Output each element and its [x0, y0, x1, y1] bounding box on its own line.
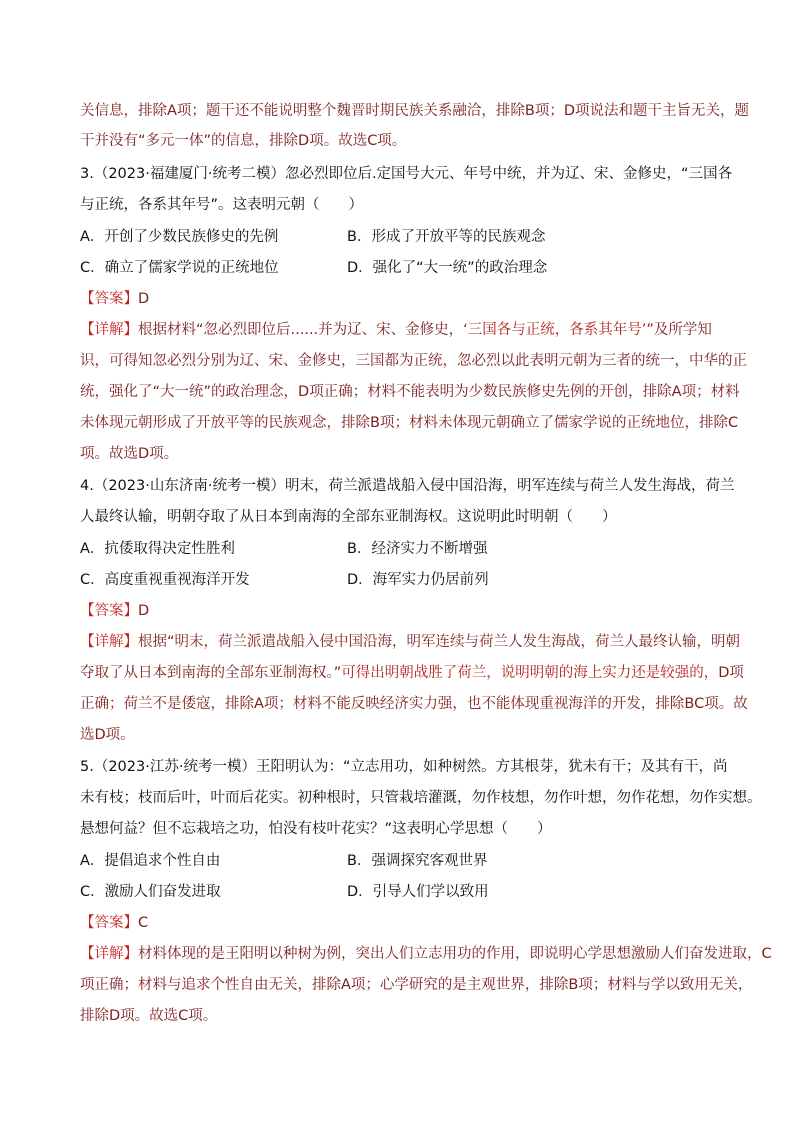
detail-label: 【详解】: [80, 634, 138, 650]
answer-value: D: [138, 603, 150, 619]
q3-stem-line-2: 与正统，各系其年号”。这表明元朝（ ）: [80, 197, 364, 213]
prev-explanation-line-2: 干并没有“多元一体”的信息，排除D项。故选C项。: [80, 133, 407, 149]
answer-label: 【答案】: [80, 915, 138, 931]
q4-answer: [80, 601, 149, 621]
q4-option-a: A．抗倭取得决定性胜利: [80, 541, 235, 557]
q4-option-c: C．高度重视重视海洋开发: [80, 572, 250, 588]
detail-text: 夺取了从日本到南海的全部东亚制海权。”: [80, 665, 342, 681]
q5-option-b: B．强调探究客观世界: [347, 853, 488, 869]
answer-label: 【答案】: [80, 603, 138, 619]
detail-text: 及所学知: [653, 322, 712, 338]
detail-text: 根据材料“忽必烈即位后......并为辽、宋、金修史，: [138, 322, 464, 338]
q4-detail-line-1: [80, 632, 740, 652]
quoted-highlight: ‘三国各与正统，各系其年号’”: [463, 322, 654, 338]
q4-detail-line-3: 正确；荷兰不是倭寇，排除A项；材料不能反映经济实力强，也不能体现重视海洋的开发，排除BC项。故: [80, 696, 748, 712]
q3-detail-line-1: [80, 320, 712, 340]
q3-option-c: C．确立了儒家学说的正统地位: [80, 260, 279, 276]
q3-stem-line-1: 3.（2023·福建厦门·统考二模）忽必烈即位后.定国号大元、年号中统，并为辽、宋、金修史，“三国各: [80, 166, 733, 182]
q5-stem-line-2: 未有枝；枝而后叶，叶而后花实。初种根时，只管栽培灌溉，勿作枝想，勿作叶想，勿作花想，勿作实想。: [80, 790, 762, 806]
detail-label: 【详解】: [80, 946, 138, 962]
answer-label: 【答案】: [80, 291, 138, 307]
q3-option-b: B．形成了开放平等的民族观念: [347, 229, 546, 245]
q5-detail-line-2: 项正确；材料与追求个性自由无关，排除A项；心学研究的是主观世界，排除B项；材料与学以致用无关，: [80, 977, 753, 993]
q5-option-d: D．引导人们学以致用: [347, 884, 489, 900]
q4-stem-line-2: 人最终认输，明朝夺取了从日本到南海的全部东亚制海权。这说明此时明朝（ ）: [80, 509, 617, 525]
q5-detail-line-3: 排除D项。故选C项。: [80, 1008, 218, 1024]
q4-stem-line-1: 4.（2023·山东济南·统考一模）明末，荷兰派遣战船入侵中国沿海，明军连续与荷兰人发生海战，荷兰: [80, 478, 735, 494]
q5-stem-line-3: 悬想何益？但不忘栽培之功，怕没有枝叶花实？”这表明心学思想（ ）: [80, 821, 552, 837]
q3-detail-line-4: 未体现元朝形成了开放平等的民族观念，排除B项；材料未体现元朝确立了儒家学说的正统地位，排除C: [80, 415, 739, 431]
q4-option-d: D．海军实力仍居前列: [347, 572, 489, 588]
q3-option-d: D．强化了“大一统”的政治理念: [347, 260, 548, 276]
q5-detail-line-1: [80, 944, 772, 964]
detail-text: D项: [718, 665, 744, 681]
q3-detail-line-2: 识，可得知忽必烈分别为辽、宋、金修史，三国都为正统，忽必烈以此表明元朝为三者的统一，中华的正: [80, 353, 747, 369]
q3-detail-line-3: 统，强化了“大一统”的政治理念，D项正确；材料不能表明为少数民族修史先例的开创，排除A项；材料: [80, 384, 740, 400]
detail-text: 材料体现的是王阳明以种树为例，突出人们立志用功的作用，即说明心学思想激励人们奋发进取，C: [138, 946, 772, 962]
detail-label: 【详解】: [80, 322, 138, 338]
q4-option-b: B．经济实力不断增强: [347, 541, 488, 557]
prev-explanation-line-1: 关信息，排除A项；题干还不能说明整个魏晋时期民族关系融洽，排除B项；D项说法和题干主旨无关，题: [80, 103, 750, 119]
q4-detail-line-2: [80, 663, 744, 683]
q5-option-c: C．激励人们奋发进取: [80, 884, 221, 900]
q5-stem-line-1: 5.（2023·江苏·统考一模）王阳明认为：“立志用功，如种树然。方其根芽，犹未有干；及其有干，尚: [80, 759, 728, 775]
answer-value: C: [138, 915, 149, 931]
answer-value: D: [138, 291, 150, 307]
q5-answer: [80, 913, 148, 933]
q4-detail-line-4: 选D项。: [80, 727, 135, 743]
detail-text: 根据“明末，荷兰派遣战船入侵中国沿海，明军连续与荷兰人发生海战，荷兰人最终认输，明朝: [138, 634, 741, 650]
q3-detail-line-5: 项。故选D项。: [80, 446, 179, 462]
q5-option-a: A．提倡追求个性自由: [80, 853, 221, 869]
quoted-highlight: 可得出明朝战胜了荷兰，说明明朝的海上实力还是较强的，: [341, 665, 719, 681]
q3-answer: [80, 289, 149, 309]
q3-option-a: A．开创了少数民族修史的先例: [80, 229, 279, 245]
